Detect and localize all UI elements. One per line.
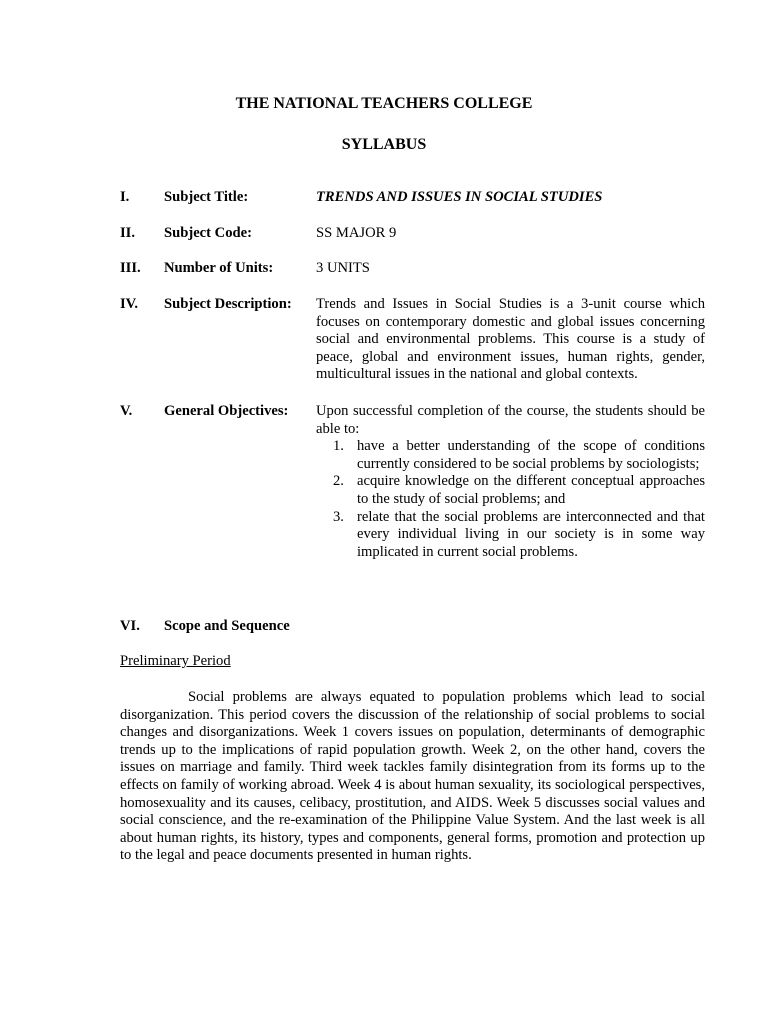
section-label: Number of Units: — [164, 260, 274, 276]
section-label: Subject Title: — [164, 189, 249, 205]
objective-text: relate that the social problems are interconnected and that every individual living in our society is in some way implicated in current social problems. — [357, 508, 705, 560]
objective-item — [316, 473, 705, 508]
units-value: 3 UNITS — [316, 260, 370, 276]
objectives-list — [316, 438, 705, 561]
section-label: General Objectives: — [164, 403, 289, 419]
subject-description-text: Trends and Issues in Social Studies is a 3-unit course which focuses on contemporary domestic and global issues concerning social and environmental problems. This course is a study of peace, global and environment issues, human rights, gender, multicultural issues in the national and global contexts. — [316, 296, 705, 383]
section-label: Subject Code: — [164, 225, 252, 241]
section-numeral: III. — [120, 260, 141, 276]
objective-number: 3. — [333, 508, 344, 525]
objective-text: acquire knowledge on the different conceptual approaches to the study of social problems; and — [357, 473, 705, 507]
college-title: THE NATIONAL TEACHERS COLLEGE — [235, 95, 533, 112]
objective-item — [316, 509, 705, 562]
section-numeral: VI. — [120, 618, 140, 634]
section-numeral: IV. — [120, 296, 138, 312]
section-numeral: II. — [120, 225, 136, 241]
objective-number: 1. — [333, 438, 344, 455]
objective-item — [316, 438, 705, 473]
section-numeral: V. — [120, 403, 133, 419]
preliminary-period-heading: Preliminary Period — [120, 653, 231, 669]
section-numeral: I. — [120, 189, 130, 205]
objective-text: have a better understanding of the scope of conditions currently considered to be social problems by sociologists; — [357, 438, 705, 472]
objectives-block — [316, 403, 705, 561]
objective-number: 2. — [333, 473, 344, 490]
objectives-intro: Upon successful completion of the course, the students should be able to: — [316, 403, 705, 437]
section-label: Subject Description: — [164, 296, 292, 312]
preliminary-period-paragraph: Social problems are always equated to population problems which lead to social disorganization. This period covers the discussion of the relationship of social problems to social changes and disorganizations. Week 1 covers issues on population, determinants of demographic trends up to the implications of rapid population growth. Week 2, on the other hand, covers the issues on marriage and family. Third week tackles family disintegration from its forms up to the effects on family of working abroad. Week 4 is about human sexuality, its sociological perspectives, homosexuality and its causes, celibacy, prostitution, and AIDS. Week 5 discusses social values and social conscience, and the re-examination of the Philippine Value System. And the last week is all about human rights, its history, types and components, general forms, promotion and protection up to the legal and peace documents presented in human rights. — [120, 689, 705, 864]
document-title: SYLLABUS — [341, 136, 427, 153]
section-label: Scope and Sequence — [164, 618, 290, 634]
subject-code-value: SS MAJOR 9 — [316, 225, 397, 241]
subject-title-value: TRENDS AND ISSUES IN SOCIAL STUDIES — [316, 189, 603, 205]
